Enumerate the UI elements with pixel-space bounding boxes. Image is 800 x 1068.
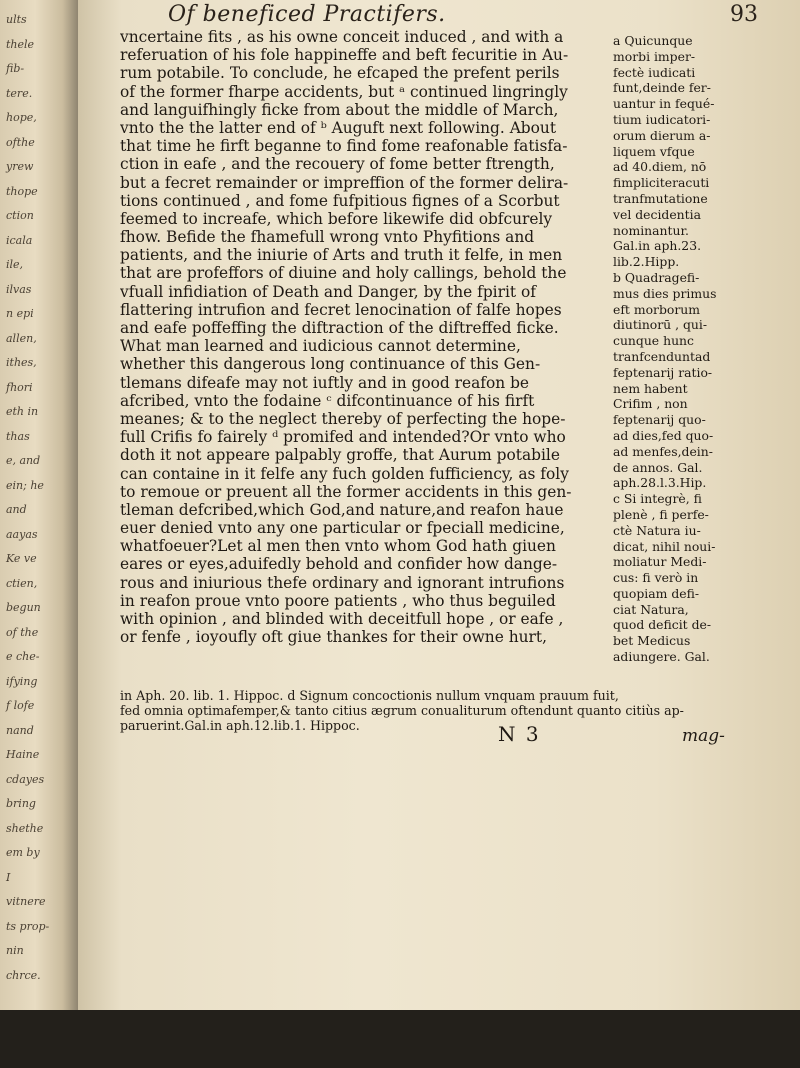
margin-note-line: tranfmutatione bbox=[613, 190, 708, 206]
text-line: euer denied vnto any one particular or fpeciall medicine, bbox=[120, 519, 565, 538]
spine-fragment: e, and bbox=[6, 454, 41, 467]
margin-note-line: quopiam defi- bbox=[613, 585, 700, 601]
text-line: ction in eafe , and the recouery of fome better ftrength, bbox=[120, 155, 555, 174]
margin-note-line: ad dies,fed quo- bbox=[613, 427, 714, 443]
spine-fragment: ults bbox=[6, 13, 27, 26]
margin-note-line: nominantur. bbox=[613, 222, 689, 238]
margin-note-line: nem habent bbox=[613, 380, 688, 396]
spine-fragment: f lofe bbox=[6, 699, 35, 712]
spine-fragment: shethe bbox=[6, 821, 44, 835]
margin-note-line: cus: fi verò in bbox=[613, 570, 699, 586]
spine-fragment: ithes, bbox=[6, 356, 37, 369]
spine-fragment: aayas bbox=[6, 527, 38, 541]
margin-note-line: ciat Natura, bbox=[613, 601, 689, 617]
text-line: tleman defcribed,which God,and nature,and reafon haue bbox=[120, 500, 564, 519]
spine-fragment: icala bbox=[6, 233, 33, 247]
main-text-column bbox=[120, 28, 620, 646]
text-line: afcribed, vnto the fodaine ᶜ difcontinuance of his firft bbox=[120, 391, 535, 410]
text-line: whether this dangerous long continuance of this Gen- bbox=[120, 355, 541, 374]
text-line: tions continued , and fome fufpitious fignes of a Scorbut bbox=[120, 191, 560, 210]
book-page bbox=[78, 0, 800, 1010]
text-line: vncertaine fits , as his owne conceit induced , and with a bbox=[120, 28, 564, 46]
text-line: vnto the the latter end of ᵇ Auguft next following. About bbox=[120, 118, 557, 137]
text-line: patients, and the iniurie of Arts and truth it felfe, in men bbox=[120, 246, 563, 265]
spine-fragment: cdayes bbox=[6, 772, 45, 786]
spine-fragment: thas bbox=[6, 429, 30, 443]
spine-fragment: fhori bbox=[6, 380, 33, 394]
margin-note-line: ad 40.diem, nō bbox=[613, 159, 707, 175]
spine-fragment: nand bbox=[6, 723, 34, 737]
spine-fragment: ein; he bbox=[6, 478, 44, 492]
text-line: fhow. Befide the fhamefull wrong vnto Phyfitions and bbox=[120, 228, 535, 247]
spine-fragment: I bbox=[6, 870, 11, 884]
spine-fragment: nin bbox=[6, 944, 24, 957]
margin-note-line: moliatur Medi- bbox=[613, 554, 707, 570]
margin-note-line: orum dierum a- bbox=[613, 127, 711, 143]
margin-note-line: mus dies primus bbox=[613, 285, 717, 301]
text-line: tlemans difeafe may not iuftly and in good reafon be bbox=[120, 373, 530, 392]
margin-note-line: aph.28.l.3.Hip. bbox=[613, 475, 707, 491]
margin-note-line: feptenarij ratio- bbox=[613, 364, 713, 380]
text-line: meanes; & to the neglect thereby of perfecting the hope- bbox=[120, 409, 566, 428]
signature-mark: N 3 bbox=[498, 722, 541, 746]
margin-note-line: fectè iudicati bbox=[613, 64, 696, 80]
spine-fragment: Ke ve bbox=[6, 552, 37, 565]
scan-shadow bbox=[0, 1010, 800, 1068]
text-line: can containe in it felfe any fuch golden fufficiency, as foly bbox=[120, 464, 569, 483]
text-line: feemed to increafe, which before likewife did obfcurely bbox=[120, 209, 553, 228]
margin-note-line: morbi imper- bbox=[613, 48, 696, 64]
spine-fragment: yrew bbox=[6, 160, 34, 173]
margin-note-line: feptenarij quo- bbox=[613, 412, 706, 428]
spine-fragment: ifying bbox=[6, 674, 38, 688]
margin-note-line: liquem vfque bbox=[613, 143, 695, 159]
spine-fragment: chrce. bbox=[6, 968, 41, 982]
text-line: to remoue or preuent all the former accidents in this gen- bbox=[120, 482, 572, 501]
text-line: full Crifis fo fairely ᵈ promifed and intended?Or vnto who bbox=[120, 428, 566, 447]
text-line: that are profeffors of diuine and holy callings, behold the bbox=[120, 264, 567, 283]
margin-note-line: cunque hunc bbox=[613, 333, 694, 349]
margin-note-line: ad menfes,dein- bbox=[613, 443, 713, 459]
spine-fragment: vitnere bbox=[6, 895, 46, 908]
text-line: and eafe poffeffing the diftraction of the diftreffed ficke. bbox=[120, 319, 559, 337]
spine-fragment: eth in bbox=[6, 405, 39, 418]
spine-fragment: ilvas bbox=[6, 282, 32, 296]
spine-fragment: begun bbox=[6, 601, 41, 614]
spine-fragment: tere. bbox=[6, 86, 33, 100]
spine-fragment: Haine bbox=[6, 748, 40, 761]
spine-fragment: and bbox=[6, 503, 27, 516]
margin-note-line: dicat, nihil noui- bbox=[613, 538, 716, 554]
catchword: mag- bbox=[682, 726, 725, 746]
text-line: rum potabile. To conclude, he efcaped the prefent perils bbox=[120, 64, 560, 83]
spine-fragment: hope, bbox=[6, 111, 37, 124]
marginal-notes bbox=[613, 33, 785, 665]
margin-note-line: b Quadragefi- bbox=[613, 269, 700, 285]
spine-fragment: e che- bbox=[6, 650, 40, 663]
running-title: Of beneficed Practifers. bbox=[168, 2, 446, 27]
spine-fragment: thele bbox=[6, 37, 35, 51]
margin-note-line: lib.2.Hipp. bbox=[613, 254, 680, 270]
spine-fragment: ctien, bbox=[6, 576, 38, 590]
text-line: rous and iniurious thefe ordinary and ignorant intrufions bbox=[120, 573, 565, 592]
margin-note-line: a Quicunque bbox=[613, 33, 693, 48]
text-line: of the former fharpe accidents, but ᵃ continued lingringly bbox=[120, 82, 568, 101]
margin-note-line: uantur in fequé- bbox=[613, 96, 715, 112]
text-line: referuation of his fole happineffe and beft fecuritie in Au- bbox=[120, 46, 569, 65]
margin-note-line: tium iudicatori- bbox=[613, 111, 711, 127]
text-line: flattering intrufion and fecret lenocination of falfe hopes bbox=[120, 300, 562, 319]
margin-note-line: eft morborum bbox=[613, 301, 701, 317]
text-line: What man learned and iudicious cannot determine, bbox=[120, 337, 521, 356]
margin-note-line: diutinorū , qui- bbox=[613, 317, 708, 333]
spine-fragment: allen, bbox=[6, 331, 37, 345]
text-line: that time he firft beganne to find fome reafonable fatisfa- bbox=[120, 137, 568, 156]
margin-note-line: Crifim , non bbox=[613, 396, 688, 412]
margin-note-line: plenè , fi perfe- bbox=[613, 506, 709, 522]
margin-note-line: quod deficit de- bbox=[613, 617, 712, 633]
spine-fragment: bring bbox=[6, 797, 36, 810]
spine-fragment: em by bbox=[6, 846, 40, 859]
spine-fragment: ofthe bbox=[6, 135, 35, 149]
text-line: in reafon proue vnto poore patients , who thus beguiled bbox=[120, 591, 556, 610]
margin-note-line: vel decidentia bbox=[613, 206, 701, 222]
spine-fragment: ile, bbox=[6, 258, 24, 271]
spine-fragment: ts prop- bbox=[6, 919, 50, 933]
page-number: 93 bbox=[730, 2, 758, 27]
text-line: and languifhingly ficke from about the middle of March, bbox=[120, 100, 559, 119]
margin-note-line: bet Medicus bbox=[613, 633, 691, 649]
margin-note-line: Gal.in aph.23. bbox=[613, 238, 702, 254]
text-line: with opinion , and blinded with deceitfull hope , or eafe , bbox=[120, 610, 564, 628]
margin-note-line: tranfcenduntad bbox=[613, 348, 711, 364]
text-line: whatfoeuer?Let al men then vnto whom God hath giuen bbox=[120, 537, 556, 556]
text-line: vfuall infidiation of Death and Danger, by the fpirit of bbox=[120, 282, 536, 301]
margin-note-line: de annos. Gal. bbox=[613, 459, 703, 475]
text-line: but a fecret remainder or impreffion of the former delira- bbox=[120, 173, 569, 192]
margin-note-line: adiungere. Gal. bbox=[613, 649, 710, 665]
footnote-line: in Aph. 20. lib. 1. Hippoc. d Signum concoctionis nullum vnquam prauum fuit, bbox=[120, 688, 619, 703]
margin-note-line: ctè Natura iu- bbox=[613, 522, 701, 538]
margin-note-line: c Si integrè, fi bbox=[613, 491, 702, 507]
spine-fragment: ction bbox=[6, 209, 34, 222]
footnote-line: fed omnia optimafemper,& tanto citius ægrum conualiturum oftendunt quanto citiùs ap- bbox=[120, 703, 684, 718]
margin-note-line: funt,deinde fer- bbox=[613, 80, 711, 96]
text-line: doth it not appeare palpably groffe, that Aurum potabile bbox=[120, 446, 560, 465]
adjacent-page-edge bbox=[0, 0, 78, 1068]
spine-fragment: n epi bbox=[6, 307, 34, 320]
text-line: eares or eyes,aduifedly behold and confider how dange- bbox=[120, 555, 558, 574]
text-line: or fenfe , ioyoufly oft giue thankes for their owne hurt, bbox=[120, 628, 547, 647]
footnote-line: paruerint.Gal.in aph.12.lib.1. Hippoc. bbox=[120, 718, 360, 733]
spine-fragment: fib- bbox=[6, 62, 25, 75]
spine-fragment: thope bbox=[6, 184, 38, 198]
spine-fragment: of the bbox=[6, 625, 39, 639]
margin-note-line: fimpliciteracuti bbox=[613, 175, 710, 191]
